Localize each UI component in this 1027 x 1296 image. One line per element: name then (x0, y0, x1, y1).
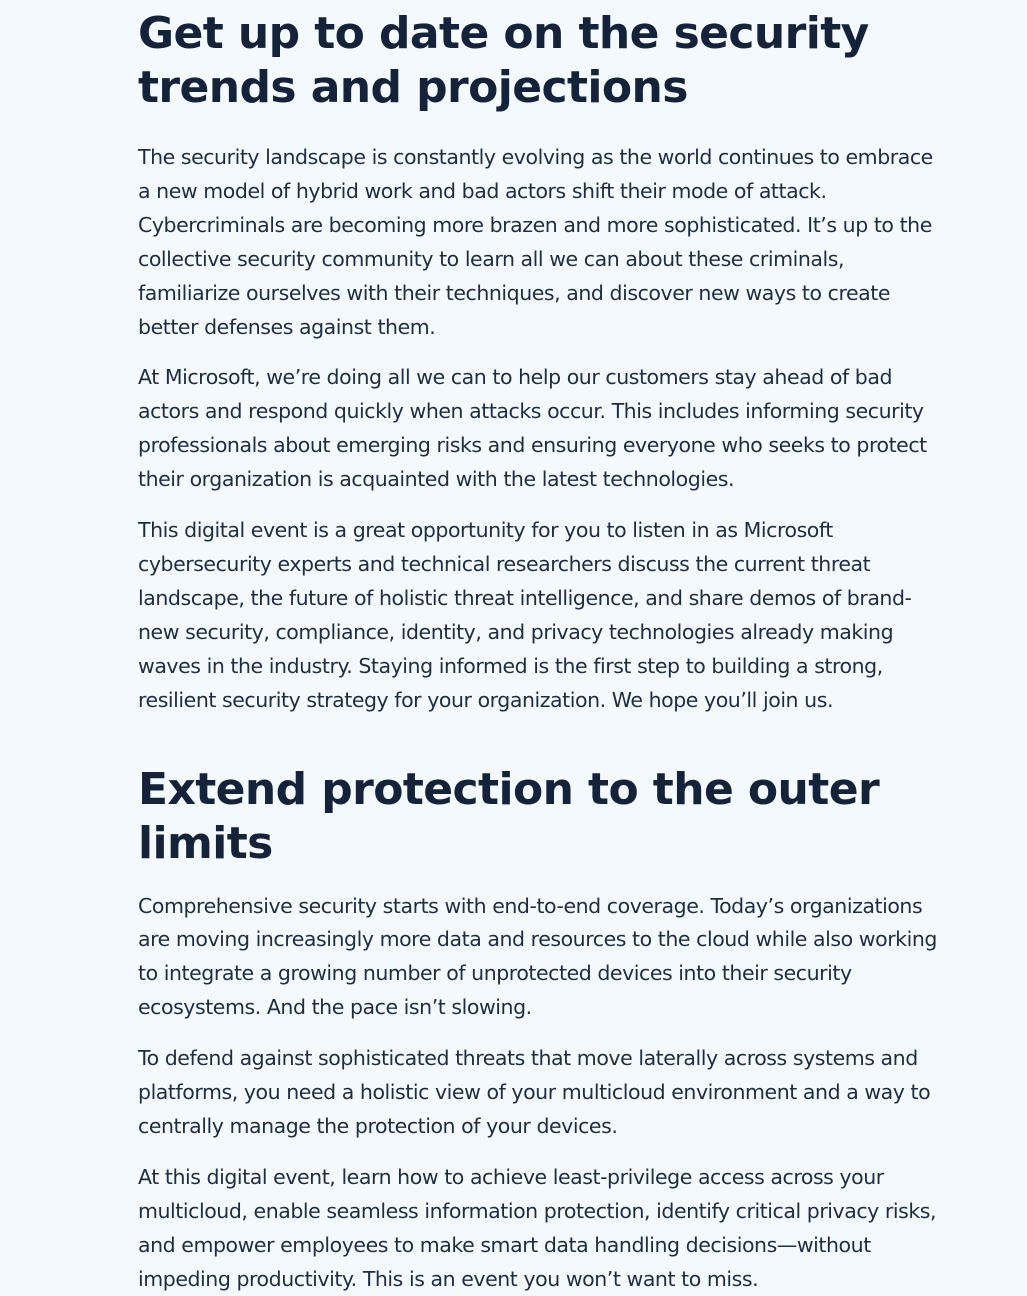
body-paragraph: The security landscape is constantly evolving as the world continues to embrace a new model of hybrid work and bad actors shift their mode of attack. Cybercriminals are becoming more brazen and more sophisticated. It’s up to the collective security community to learn all we can about these criminals, familiarize ourselves with their techniques, and discover new ways to create better defenses against them. (138, 141, 948, 344)
section-heading: Extend protection to the outer limits (138, 763, 948, 871)
section-security-trends (138, 7, 948, 718)
body-paragraph: At this digital event, learn how to achieve least-privilege access across your multicloud, enable seamless information protection, identify critical privacy risks, and empower employees to make smart data handling decisions—without impeding productivity. This is an event you won’t want to miss. (138, 1161, 948, 1296)
body-paragraph: To defend against sophisticated threats that move laterally across systems and platforms, you need a holistic view of your multicloud environment and a way to centrally manage the protection of your devices. (138, 1042, 948, 1144)
section-heading: Get up to date on the security trends and projections (138, 7, 948, 115)
body-paragraph: Comprehensive security starts with end-to-end coverage. Today’s organizations are moving increasingly more data and resources to the cloud while also working to integrate a growing number of unprotected devices into their security ecosystems. And the pace isn’t slowing. (138, 890, 948, 1026)
article-content (138, 0, 948, 1296)
body-paragraph: This digital event is a great opportunity for you to listen in as Microsoft cybersecurity experts and technical researchers discuss the current threat landscape, the future of holistic threat intelligence, and share demos of brand-new security, compliance, identity, and privacy technologies already making waves in the industry. Staying informed is the first step to building a strong, resilient security strategy for your organization. We hope you’ll join us. (138, 514, 948, 717)
body-paragraph: At Microsoft, we’re doing all we can to help our customers stay ahead of bad actors and respond quickly when attacks occur. This includes informing security professionals about emerging risks and ensuring everyone who seeks to protect their organization is acquainted with the latest technologies. (138, 361, 948, 497)
section-extend-protection (138, 763, 948, 1296)
